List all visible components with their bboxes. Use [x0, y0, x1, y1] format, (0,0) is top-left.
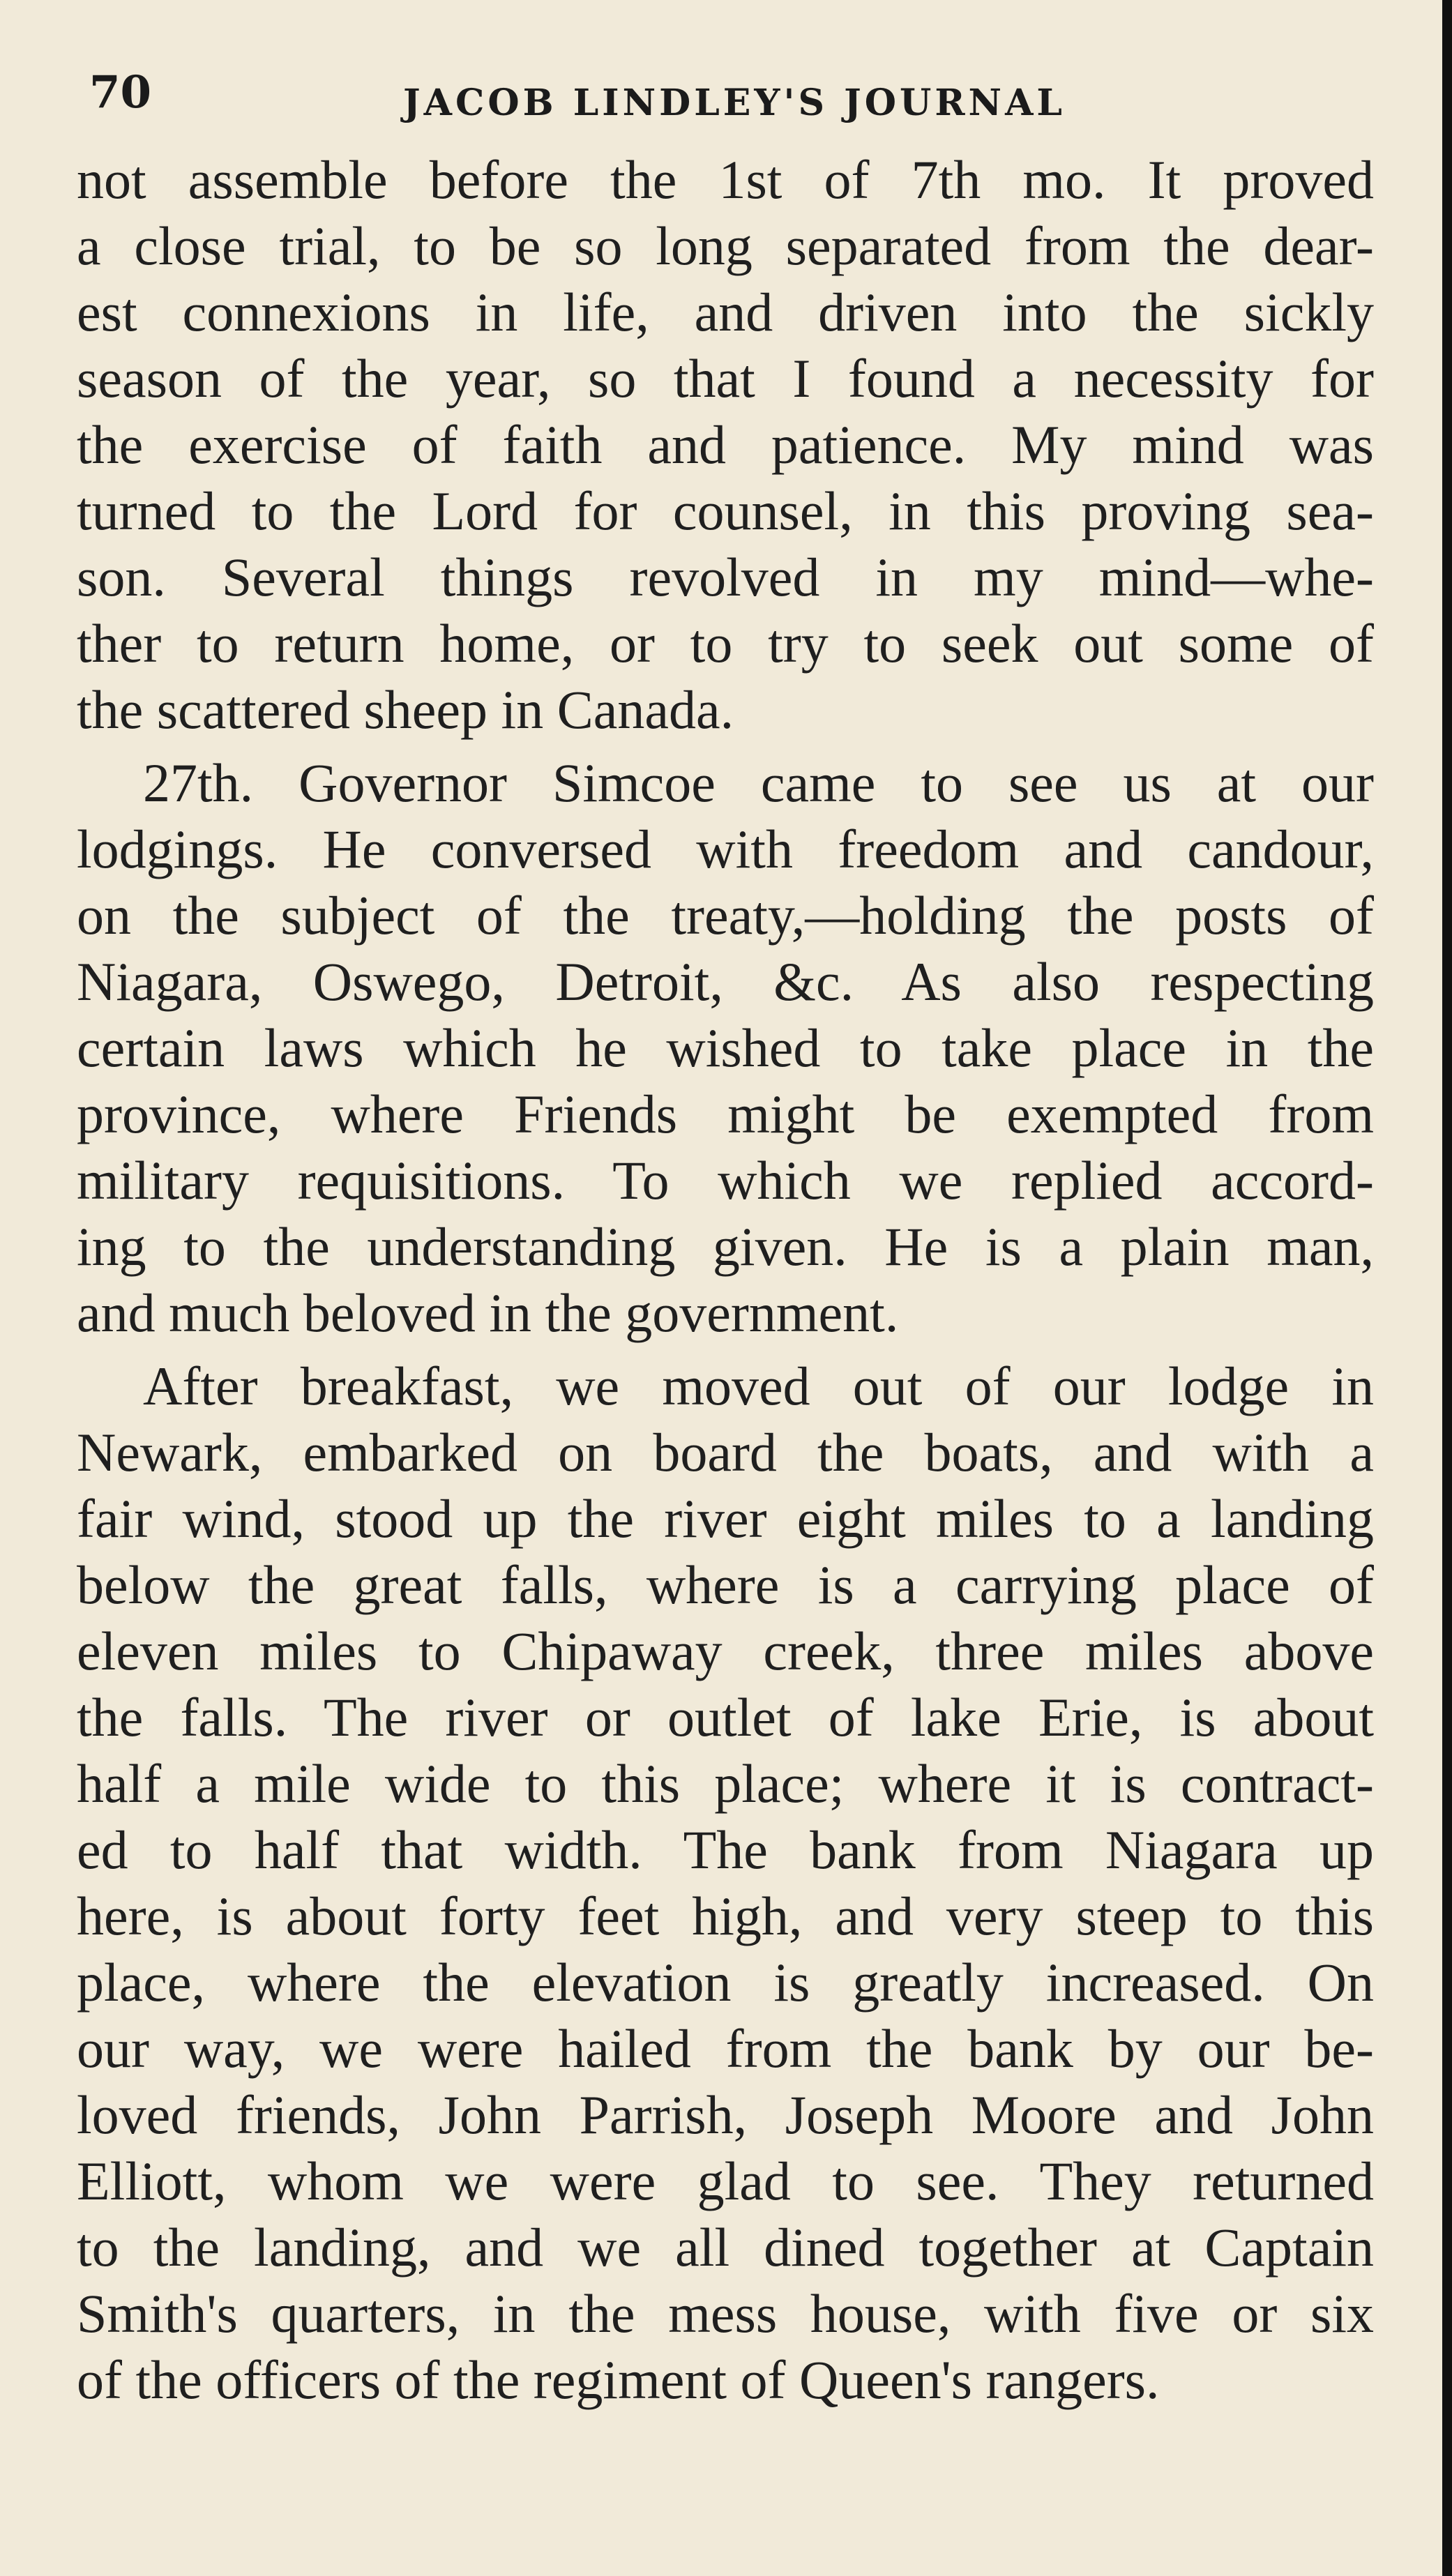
text-line: fair wind, stood up the river eight miles to a landing	[77, 1488, 1374, 1549]
page-number: 70	[89, 66, 152, 119]
text-line: our way, we were hailed from the bank by our be-	[77, 2018, 1374, 2079]
text-line: loved friends, John Parrish, Joseph Moore and John	[77, 2084, 1374, 2145]
text-line: military requisitions. To which we replied accord-	[77, 1150, 1374, 1211]
text-line: not assemble before the 1st of 7th mo. It proved	[77, 149, 1374, 210]
text-line: ed to half that width. The bank from Niagara up	[77, 1819, 1374, 1880]
text-line: Elliott, whom we were glad to see. They returned	[77, 2151, 1374, 2211]
text-line: 27th. Governor Simcoe came to see us at our	[143, 752, 1374, 813]
text-line: the exercise of faith and patience. My mind was	[77, 414, 1374, 475]
text-line: place, where the elevation is greatly increased. On	[77, 1952, 1374, 2013]
text-line: season of the year, so that I found a necessity for	[77, 348, 1374, 409]
text-line: here, is about forty feet high, and very steep to this	[77, 1886, 1374, 1946]
text-line: the scattered sheep in Canada.	[77, 679, 734, 740]
text-line: on the subject of the treaty,—holding the posts of	[77, 885, 1374, 946]
paragraph	[77, 750, 1374, 1346]
text-line: to the landing, and we all dined together at Captain	[77, 2217, 1374, 2278]
text-line: lodgings. He conversed with freedom and candour,	[77, 819, 1374, 879]
text-line: est connexions in life, and driven into the sickly	[77, 282, 1374, 342]
text-line: Niagara, Oswego, Detroit, &c. As also respecting	[77, 951, 1374, 1012]
paragraph	[77, 1353, 1374, 2413]
page-edge-shadow	[1442, 0, 1452, 2576]
text-line: son. Several things revolved in my mind—whe-	[77, 547, 1374, 607]
text-line: half a mile wide to this place; where it is contract-	[77, 1753, 1374, 1814]
paragraph-gap	[77, 743, 1374, 750]
text-line: the falls. The river or outlet of lake Erie, is about	[77, 1687, 1374, 1748]
text-line: below the great falls, where is a carrying place of	[77, 1554, 1374, 1615]
running-title: JACOB LINDLEY'S JOURNAL	[403, 82, 1066, 124]
journal-text	[77, 146, 1374, 2413]
text-line: Smith's quarters, in the mess house, with five or six	[77, 2283, 1374, 2344]
text-line: of the officers of the regiment of Queen's rangers.	[77, 2349, 1160, 2410]
text-line: Newark, embarked on board the boats, and with a	[77, 1422, 1374, 1483]
text-line: and much beloved in the government.	[77, 1282, 899, 1343]
paragraph	[77, 146, 1374, 743]
text-line: After breakfast, we moved out of our lodge in	[143, 1356, 1374, 1416]
text-line: a close trial, to be so long separated from the dear-	[77, 215, 1374, 276]
paragraph-gap	[77, 1346, 1374, 1353]
text-line: ther to return home, or to try to seek out some of	[77, 613, 1374, 674]
page-header	[89, 61, 1372, 138]
text-line: turned to the Lord for counsel, in this proving sea-	[77, 480, 1374, 541]
text-line: ing to the understanding given. He is a plain man,	[77, 1216, 1374, 1277]
text-line: eleven miles to Chipaway creek, three miles above	[77, 1621, 1374, 1681]
text-line: province, where Friends might be exempted from	[77, 1084, 1374, 1144]
text-line: certain laws which he wished to take place in the	[77, 1017, 1374, 1078]
